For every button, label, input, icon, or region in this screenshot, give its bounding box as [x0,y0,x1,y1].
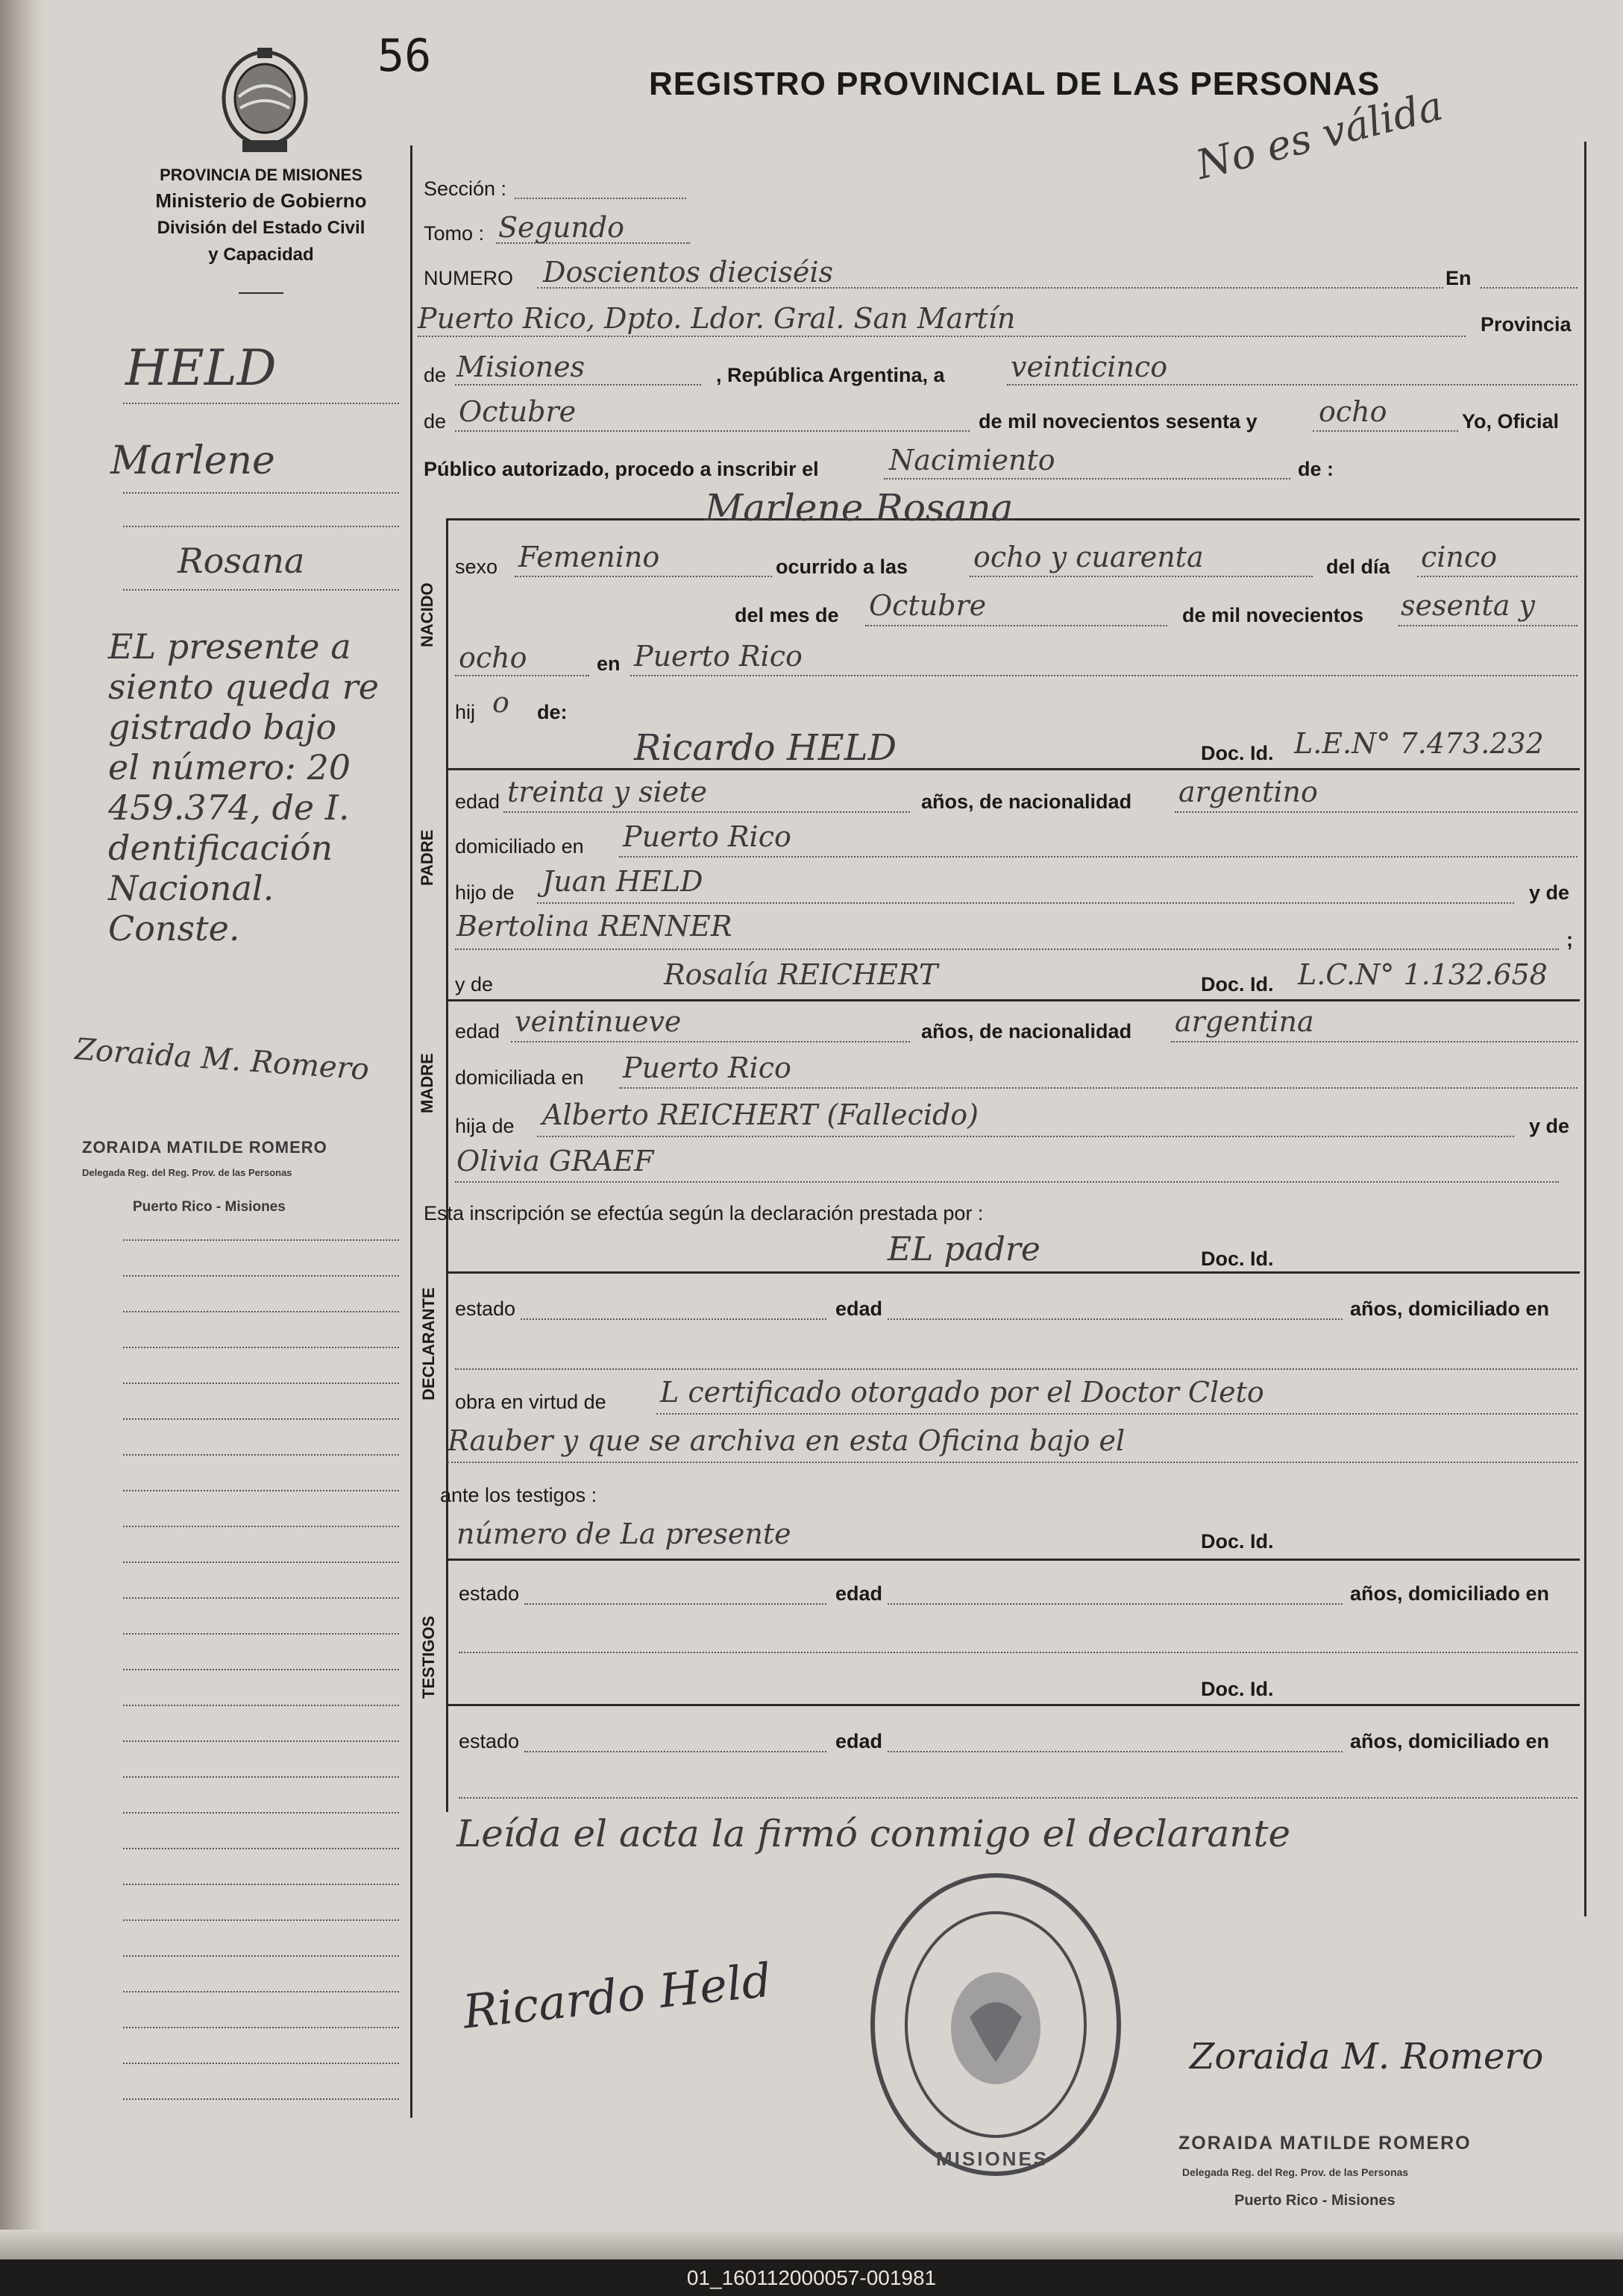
margin-line [123,1991,399,1993]
coat-of-arms-icon [216,45,313,157]
madre-dom-value: Puerto Rico [623,1051,791,1084]
madre-nac-label: años, de nacionalidad [921,1020,1132,1042]
testigo-1-edad-line [888,1603,1343,1605]
padre-edad-line [503,811,910,813]
margin-note [108,626,406,949]
padre-nac-label: años, de nacionalidad [921,790,1132,813]
margin-line [123,526,399,527]
margin-line [123,1919,399,1921]
madre-y-de2-label: y de [1529,1115,1570,1137]
margin-line [123,1884,399,1885]
margin-line [123,1633,399,1635]
padre-name: Ricardo HELD [634,727,897,769]
testigo-2-estado-line [524,1751,826,1752]
official-signature: Zoraida M. Romero [1190,2036,1544,2078]
madre-hija-de-label: hija de [455,1115,515,1137]
page-number: 56 [377,30,432,82]
margin-note-line: siento queda re [108,667,379,707]
office-line-4: y Capacidad [208,245,314,265]
padre-father-line [537,902,1514,904]
declarante-doc-label: Doc. Id. [1201,1248,1274,1270]
testigo-2-dom-label: años, domiciliado en [1350,1730,1550,1752]
hora-value: ocho y cuarenta [973,541,1204,573]
margin-line [123,1597,399,1599]
nacido-anio-value-2: ocho [459,641,527,674]
madre-top-rule [446,999,1580,1001]
closing-stamp-name: ZORAIDA MATILDE ROMERO [1178,2133,1472,2154]
padre-doc-label: Doc. Id. [1201,742,1274,764]
testigo-2-edad-line [888,1751,1343,1752]
annotation-stamp: No es válida [1191,82,1448,189]
testigos-top-rule [446,1559,1580,1561]
margin-line [123,1490,399,1491]
book-binding [0,0,45,2259]
del-dia-label: del día [1326,556,1390,578]
nacido-mes-value: Octubre [869,589,987,622]
sexo-label: sexo [455,556,498,578]
margin-line [123,1561,399,1563]
margin-line [123,1776,399,1778]
padre-semicolon: ; [1566,928,1573,951]
margin-note-line: Conste. [108,908,240,949]
padre-father-value: Juan HELD [542,865,703,898]
closing-stamp-title: Delegada Reg. del Reg. Prov. de las Personas [1182,2166,1409,2178]
anio-line [1313,430,1458,432]
nacido-anio-line [1398,625,1578,626]
margin-stamp-name: ZORAIDA MATILDE ROMERO [82,1138,327,1157]
margin-line [123,403,399,404]
madre-mother-line [455,1181,1559,1183]
office-divider [239,292,283,294]
padre-top-rule [446,768,1580,770]
tomo-label: Tomo : [424,222,485,245]
margin-line [123,2063,399,2064]
madre-section-label: MADRE [418,1053,436,1113]
declarante-estado-line [521,1318,826,1320]
obra-label: obra en virtud de [455,1391,606,1413]
padre-section-label: PADRE [418,829,436,886]
testigo-2-edad-label: edad [835,1730,883,1752]
mes-value: Octubre [459,395,577,428]
margin-surname: HELD [125,339,277,397]
margin-signature: Zoraida M. Romero [73,1032,371,1087]
madre-doc-value: L.C.N° 1.132.658 [1298,958,1548,991]
provincia-label: Provincia [1481,313,1572,336]
madre-father-line [537,1136,1514,1137]
obra-line [656,1413,1578,1415]
testigo-1-edad-label: edad [835,1582,883,1605]
madre-dom-line [619,1087,1578,1089]
declarante-edad-label: edad [835,1298,883,1320]
office-line-3: División del Estado Civil [157,218,365,238]
margin-note-line: EL presente a [108,626,351,667]
padre-dom-label: domiciliado en [455,835,584,858]
margin-line [123,1239,399,1241]
margin-stamp-title: Delegada Reg. del Reg. Prov. de las Personas [82,1167,292,1178]
padre-dom-line [619,856,1578,858]
closing-stamp-place: Puerto Rico - Misiones [1234,2192,1396,2209]
anio-value: ocho [1319,395,1387,428]
margin-note-line: Nacional. [108,868,274,908]
madre-edad-value: veintinueve [515,1005,682,1038]
de3-label: de : [1298,458,1334,480]
padre-doc-value: L.E.N° 7.473.232 [1294,727,1544,760]
seal-bottom-text: MISIONES [936,2148,1049,2170]
margin-line [123,1669,399,1670]
padre-nac-value: argentino [1178,776,1318,808]
declarante-name: EL padre [888,1230,1040,1268]
lugar-value: Puerto Rico, Dpto. Ldor. Gral. San Martín [418,302,1016,335]
mes-line [455,430,970,432]
dia-line [1007,384,1578,386]
testigo-1-value: número de La presente [456,1517,791,1550]
margin-line [123,1848,399,1849]
nacido-lugar-line [630,675,1578,676]
madre-name: Rosalía REICHERT [664,958,938,991]
declarante-estado-label: estado [455,1298,516,1320]
hijo-label: hij [455,701,476,723]
acto-value: Nacimiento [889,444,1055,477]
testigo-1-dom-line [459,1652,1578,1653]
oficial-label: Yo, Oficial [1462,410,1560,433]
mil-label: de mil novecientos sesenta y [979,410,1258,433]
nacido-dia-value: cinco [1421,541,1498,573]
nacido-anio-value: sesenta y [1401,589,1535,622]
testigo-2-rule [446,1704,1580,1706]
en-line [1481,287,1578,289]
margin-line [123,1311,399,1312]
declarante-edad-line [888,1318,1343,1320]
testigo-2-dom-line [459,1797,1578,1799]
office-line-1: PROVINCIA DE MISIONES [160,166,362,184]
declarante-dom-line [455,1368,1578,1370]
margin-given-name-1: Marlene [110,438,275,483]
margin-line [123,1955,399,1957]
padre-edad-value: treinta y siete [507,776,708,808]
margin-line [123,1812,399,1814]
nacido-lugar-value: Puerto Rico [634,640,803,673]
nacido-section-label: NACIDO [418,582,436,647]
declarante-top-rule [446,1271,1580,1274]
madre-edad-label: edad [455,1020,500,1042]
margin-line [123,589,399,591]
en-label: En [1445,267,1472,289]
margin-line [123,1454,399,1456]
margin-line [123,2027,399,2028]
testigos-intro: ante los testigos : [440,1484,597,1506]
official-seal-icon [865,1868,1126,2181]
testigo-1-estado-line [524,1603,826,1605]
margin-stamp-place: Puerto Rico - Misiones [133,1199,286,1215]
testigos-section-label: TESTIGOS [419,1615,438,1699]
nacido-mil-label: de mil novecientos [1182,604,1364,626]
provincia-value: Misiones [456,350,586,383]
padre-mother-line [455,949,1559,950]
testigo-2-doc-label: Doc. Id. [1201,1678,1274,1700]
padre-y-de-label: y de [1529,881,1570,904]
right-border-rule [1584,142,1586,1916]
madre-dom-label: domiciliada en [455,1066,584,1089]
margin-line [123,1526,399,1527]
testigo-1-dom-label: años, domiciliado en [1350,1582,1550,1605]
obra-line-2 [448,1462,1578,1463]
testigo-2-estado-label: estado [459,1730,520,1752]
margin-given-name-2: Rosana [178,541,305,581]
page-bottom-edge [0,2230,1623,2259]
de-label: de [424,364,447,386]
seccion-line [515,198,686,199]
document-title: REGISTRO PROVINCIAL DE LAS PERSONAS [649,66,1381,102]
inner-section-rule [446,518,448,1812]
dia-value: veinticinco [1011,350,1168,383]
padre-edad-label: edad [455,790,500,813]
file-id-footer: 01_160112000057-001981 [0,2259,1623,2296]
margin-line [123,1740,399,1742]
sexo-line [515,576,772,577]
padre-hijo-de-label: hijo de [455,881,515,904]
acto-line [884,478,1290,479]
publico-label: Público autorizado, procedo a inscribir el [424,458,819,480]
testigo-1-doc-label: Doc. Id. [1201,1530,1274,1553]
madre-mother-value: Olivia GRAEF [456,1145,654,1177]
madre-edad-line [511,1041,910,1042]
padre-mother-value: Bertolina RENNER [456,910,732,943]
closing-text: Leída el acta la firmó conmigo el declarante [456,1812,1291,1855]
del-mes-label: del mes de [735,604,839,626]
margin-note-line: el número: 20 [108,747,351,787]
obra-value-2: Rauber y que se archiva en esta Oficina bajo el [448,1424,1126,1457]
seccion-label: Sección : [424,177,507,200]
nacido-mes-line [865,625,1167,626]
numero-line [537,287,1443,289]
margin-note-line: gistrado bajo [108,707,337,747]
declarant-signature: Ricardo Held [460,1952,774,2039]
obra-value: L certificado otorgado por el Doctor Cleto [660,1376,1264,1409]
madre-doc-label: Doc. Id. [1201,973,1274,996]
tomo-value: Segundo [498,211,624,244]
declarante-intro: Esta inscripción se efectúa según la declaración prestada por : [424,1202,984,1224]
nacido-en-label: en [597,652,621,675]
numero-label: NUMERO [424,267,513,289]
nacido-dia-line [1417,576,1578,577]
margin-note-line: dentificación [108,828,333,868]
margin-line [123,1383,399,1384]
madre-y-de-label: y de [455,973,494,996]
madre-father-value: Alberto REICHERT (Fallecido) [542,1098,979,1131]
republica-label: , República Argentina, a [716,364,945,386]
testigo-1-estado-label: estado [459,1582,520,1605]
left-column-rule [410,145,412,2118]
padre-nac-line [1175,811,1578,813]
margin-line [123,1275,399,1277]
margin-line [123,1705,399,1706]
margin-line [123,1347,399,1348]
hijo-de-label: de: [537,701,568,723]
nacido-name: Marlene Rosana [705,486,1014,529]
lugar-line [418,336,1466,337]
sexo-value: Femenino [518,541,660,573]
numero-value: Doscientos dieciséis [543,256,834,289]
provincia-line [455,384,701,386]
padre-dom-value: Puerto Rico [623,820,791,853]
margin-note-line: 459.374, de I. [108,787,350,828]
nacido-anio2-line [455,675,589,676]
de2-label: de [424,410,447,433]
madre-nac-value: argentina [1175,1005,1314,1038]
hora-line [970,576,1313,577]
declarante-dom-label: años, domiciliado en [1350,1298,1550,1320]
margin-line [123,2098,399,2100]
office-line-2: Ministerio de Gobierno [155,189,367,212]
margin-line [123,492,399,494]
tomo-line [496,242,690,244]
declarante-section-label: DECLARANTE [419,1287,438,1400]
madre-nac-line [1171,1041,1578,1042]
hijo-value: o [492,686,509,719]
ocurrido-label: ocurrido a las [776,556,908,578]
margin-line [123,1418,399,1420]
